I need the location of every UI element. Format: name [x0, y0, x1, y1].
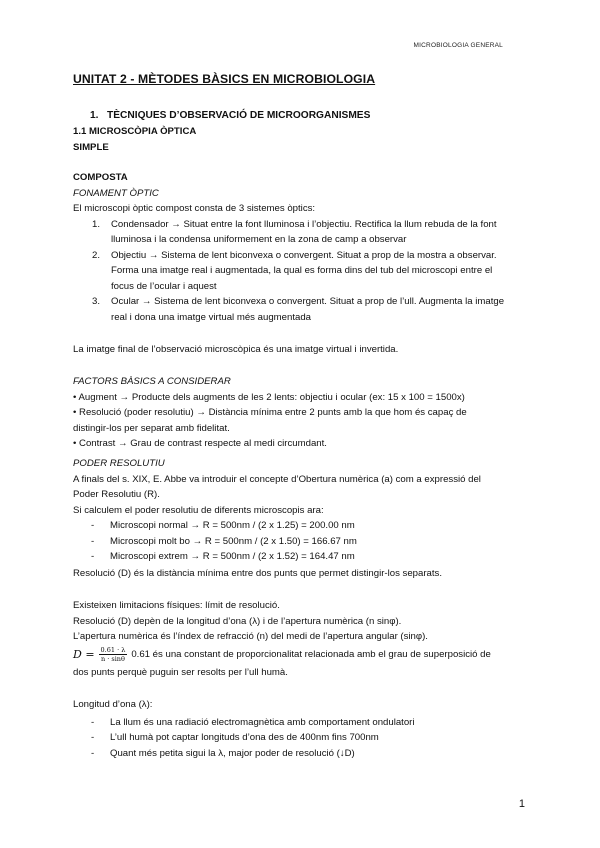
optical-systems-list: [73, 217, 528, 326]
subsection-block: [73, 124, 528, 155]
factors-block: [73, 374, 528, 452]
factors-line: • Contrast → Grau de contrast respecte al medi circumdant.: [73, 438, 327, 449]
page-number: 1: [518, 798, 525, 810]
list-item: - La llum és una radiació electromagnètica amb comportament ondulatori: [91, 716, 415, 728]
resolucio-paragraph: Resolució (D) és la distància mínima entre dos punts que permet distingir-los separats.: [73, 568, 442, 579]
unit-title: UNITAT 2 - MÈTODES BÀSICS EN MICROBIOLOGIA: [73, 72, 376, 86]
list-item: - L’ull humà pot captar longituds d’ona des de 400nm fins 700nm: [91, 732, 379, 743]
factors-line: • Augment → Producte dels augments de les 2 lents: objectiu i ocular (ex: 15 x 100 = 1500x): [73, 391, 465, 403]
list-item: - Microscopi molt bo → R = 500nm / (2 x 1.50) = 166.67 nm: [91, 535, 357, 547]
section-number: 1.: [90, 110, 99, 121]
poder-para-line: A finals del s. XIX, E. Abbe va introduir el concepte d’Obertura numèrica (a) com a expressió del: [73, 473, 481, 485]
subsection-heading: 1.1 MICROSCÒPIA ÒPTICA: [73, 126, 197, 137]
list-item: 2. Objectiu → Sistema de lent biconvexa o convergent. Situat a prop de la mostra a observar. Forma una imatge real i augmentada, la qual es forma dins del tub del microscopi entre el focus de l’ocular i aquest: [92, 249, 497, 292]
formula-explanation: 0.61 és una constant de proporcionalitat relacionada amb el grau de superposició de: [131, 648, 491, 660]
poder-para-line: Si calculem el poder resolutiu de diferents microscopis ara:: [73, 504, 324, 516]
fonament-heading: FONAMENT ÒPTIC: [73, 187, 159, 199]
limitacions-line: Existeixen limitacions físiques: límit de resolució.: [73, 600, 280, 611]
list-item: - Quant més petita sigui la λ, major poder de resolució (↓D): [91, 747, 355, 759]
list-item: - Microscopi normal → R = 500nm / (2 x 1.25) = 200.00 nm: [91, 520, 355, 531]
list-item: 1. Condensador → Situat entre la font lluminosa i l’objectiu. Rectifica la llum rebuda de la font lluminosa i la condensa uniformement en la zona de camp a observar: [92, 218, 497, 245]
formula-fraction: [99, 646, 128, 663]
formula-lhs: D =: [73, 647, 95, 661]
factors-line: • Resolució (poder resolutiu) → Distància mínima entre 2 punts amb la que hom és capaç de: [73, 407, 467, 418]
composta-heading: COMPOSTA: [73, 172, 128, 183]
list-item: 3. Ocular → Sistema de lent biconvexa o convergent. Situat a prop de l’ull. Augmenta la imatge real i dona una imatge virtual més augmentada: [92, 296, 505, 323]
poder-heading: PODER RESOLUTIU: [73, 458, 165, 469]
formula-continuation: dos punts perquè puguin ser resolts per l’ull humà.: [73, 666, 288, 678]
microscope-list: [73, 518, 528, 565]
limitacions-line: L’apertura numèrica és l’índex de refracció (n) del medi de l’apertura angular (sinφ).: [73, 631, 428, 642]
formula-denominator: n · sinθ: [100, 655, 125, 663]
longitud-block: [73, 697, 528, 761]
factors-line: distingir-los per separat amb fidelitat.: [73, 422, 230, 434]
longitud-list: [73, 715, 528, 762]
factors-heading: FACTORS BÀSICS A CONSIDERAR: [73, 376, 231, 387]
section-heading: [90, 108, 370, 124]
poder-para-line: Poder Resolutiu (R).: [73, 489, 160, 500]
running-header: MICROBIOLOGIA GENERAL: [413, 42, 503, 49]
limitacions-block: [73, 598, 528, 680]
list-item: - Microscopi extrem → R = 500nm / (2 x 1.52) = 164.47 nm: [91, 551, 355, 562]
poder-block: [73, 456, 528, 565]
limitacions-line: Resolució (D) depèn de la longitud d’ona (λ) i de l’apertura numèrica (n sinφ).: [73, 615, 402, 627]
composta-block: [73, 170, 528, 325]
section-label: TÈCNIQUES D’OBSERVACIÓ DE MICROORGANISMES: [107, 110, 371, 121]
fonament-intro: El microscopi òptic compost consta de 3 sistemes òptics:: [73, 203, 316, 214]
longitud-heading: Longitud d’ona (λ):: [73, 699, 153, 710]
simple-heading: SIMPLE: [73, 141, 109, 153]
conclusion-paragraph: La imatge final de l’observació microscòpica és una imatge virtual i invertida.: [73, 344, 399, 355]
formula-numerator: 0.61 · λ: [100, 646, 126, 654]
resolution-formula: [73, 645, 491, 665]
